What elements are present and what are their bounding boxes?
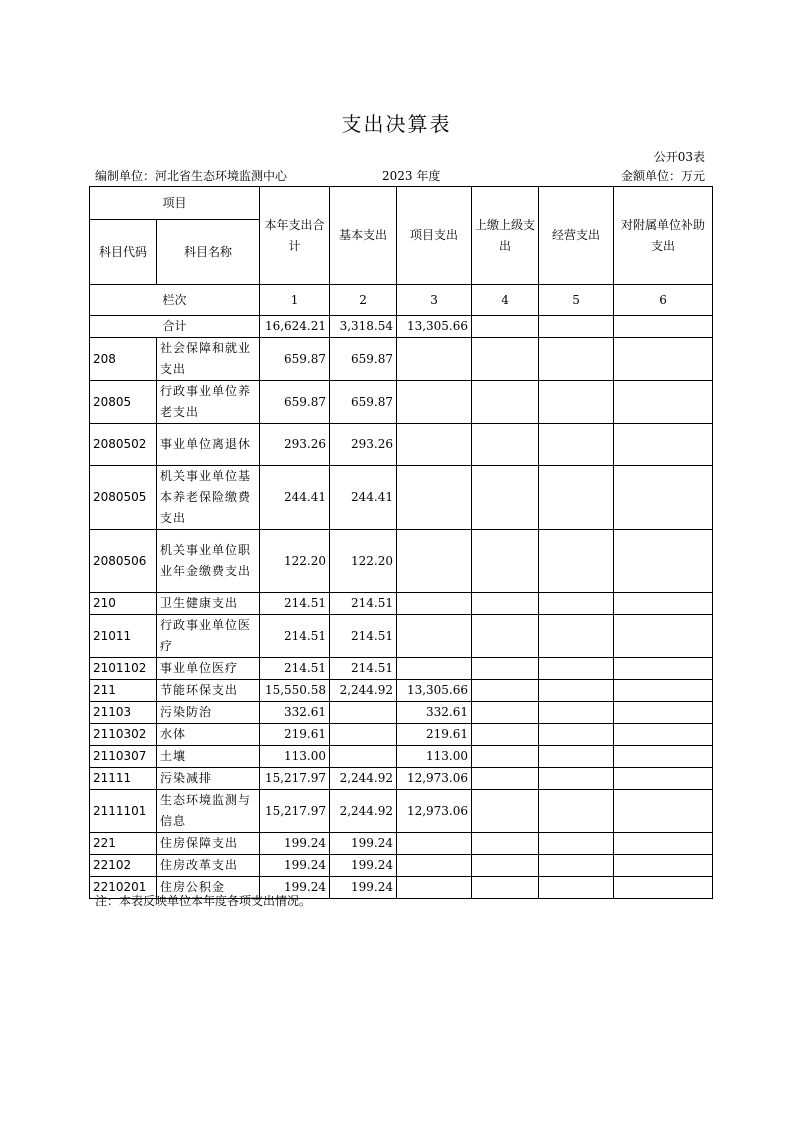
subject-name: 事业单位离退休 <box>157 424 260 466</box>
amount-project: 332.61 <box>397 702 472 724</box>
column-number: 4 <box>472 285 539 316</box>
amount-project: 12,973.06 <box>397 790 472 833</box>
amount-business <box>539 746 614 768</box>
table-row <box>90 855 713 877</box>
subject-code: 20805 <box>90 381 157 424</box>
header-name: 科目名称 <box>157 220 260 285</box>
amount-total: 199.24 <box>260 877 330 899</box>
amount-business <box>539 615 614 658</box>
column-number: 2 <box>330 285 397 316</box>
subject-code: 221 <box>90 833 157 855</box>
table-row <box>90 768 713 790</box>
amount-basic <box>330 724 397 746</box>
amount-project <box>397 855 472 877</box>
header-subsidy: 对附属单位补助支出 <box>614 187 713 285</box>
subject-name: 生态环境监测与信息 <box>157 790 260 833</box>
amount-business <box>539 702 614 724</box>
amount-subsidy <box>614 877 713 899</box>
amount-subsidy <box>614 593 713 615</box>
amount-total: 332.61 <box>260 702 330 724</box>
amount-total: 15,217.97 <box>260 768 330 790</box>
currency-unit: 金额单位：万元 <box>620 169 705 183</box>
amount-basic: 199.24 <box>330 833 397 855</box>
amount-basic: 659.87 <box>330 381 397 424</box>
subject-code: 22102 <box>90 855 157 877</box>
amount-project <box>397 381 472 424</box>
amount-project <box>397 466 472 530</box>
subject-name: 事业单位医疗 <box>157 658 260 680</box>
form-number: 公开03表 <box>653 150 705 164</box>
table-row <box>90 790 713 833</box>
amount-subsidy <box>614 381 713 424</box>
amount-business <box>539 724 614 746</box>
subject-code: 21103 <box>90 702 157 724</box>
amount-total: 219.61 <box>260 724 330 746</box>
amount-total: 122.20 <box>260 530 330 593</box>
table-row <box>90 424 713 466</box>
amount-project <box>397 530 472 593</box>
subject-name: 社会保障和就业支出 <box>157 338 260 381</box>
amount-subsidy <box>614 530 713 593</box>
amount-upper <box>472 877 539 899</box>
amount-total: 199.24 <box>260 833 330 855</box>
amount-basic: 2,244.92 <box>330 680 397 702</box>
header-item: 项目 <box>90 187 260 220</box>
empty-cell <box>539 316 614 338</box>
total-row <box>90 316 713 338</box>
table-row <box>90 702 713 724</box>
amount-upper <box>472 615 539 658</box>
column-number: 6 <box>614 285 713 316</box>
subject-name: 水体 <box>157 724 260 746</box>
subject-code: 21011 <box>90 615 157 658</box>
amount-subsidy <box>614 768 713 790</box>
amount-upper <box>472 680 539 702</box>
amount-business <box>539 877 614 899</box>
compiling-unit: 编制单位：河北省生态环境监测中心 <box>95 169 288 183</box>
amount-project <box>397 658 472 680</box>
subject-code: 2111101 <box>90 790 157 833</box>
subject-code: 210 <box>90 593 157 615</box>
amount-business <box>539 466 614 530</box>
amount-basic: 293.26 <box>330 424 397 466</box>
amount-basic: 244.41 <box>330 466 397 530</box>
amount-project <box>397 593 472 615</box>
table-row <box>90 615 713 658</box>
empty-cell <box>472 316 539 338</box>
amount-upper <box>472 790 539 833</box>
amount-total: 15,217.97 <box>260 790 330 833</box>
subject-name: 污染减排 <box>157 768 260 790</box>
column-number-label: 栏次 <box>90 285 260 316</box>
amount-business <box>539 530 614 593</box>
amount-upper <box>472 746 539 768</box>
table-row <box>90 746 713 768</box>
subject-code: 2210201 <box>90 877 157 899</box>
amount-upper <box>472 530 539 593</box>
table-row <box>90 530 713 593</box>
expenditure-table <box>89 186 713 899</box>
amount-upper <box>472 768 539 790</box>
amount-basic <box>330 746 397 768</box>
total-amount: 16,624.21 <box>260 316 330 338</box>
amount-project <box>397 833 472 855</box>
header-code: 科目代码 <box>90 220 157 285</box>
amount-subsidy <box>614 466 713 530</box>
amount-basic: 199.24 <box>330 855 397 877</box>
subject-code: 2080506 <box>90 530 157 593</box>
amount-upper <box>472 338 539 381</box>
amount-total: 214.51 <box>260 593 330 615</box>
table-row <box>90 593 713 615</box>
amount-subsidy <box>614 424 713 466</box>
amount-basic: 122.20 <box>330 530 397 593</box>
amount-subsidy <box>614 833 713 855</box>
subject-code: 2080502 <box>90 424 157 466</box>
amount-upper <box>472 424 539 466</box>
amount-total: 244.41 <box>260 466 330 530</box>
amount-upper <box>472 724 539 746</box>
table-row <box>90 680 713 702</box>
amount-project <box>397 338 472 381</box>
amount-upper <box>472 466 539 530</box>
table-row <box>90 381 713 424</box>
subject-name: 机关事业单位职业年金缴费支出 <box>157 530 260 593</box>
amount-upper <box>472 855 539 877</box>
subject-name: 污染防治 <box>157 702 260 724</box>
subject-name: 行政事业单位医疗 <box>157 615 260 658</box>
total-label: 合计 <box>90 316 260 338</box>
amount-total: 113.00 <box>260 746 330 768</box>
amount-business <box>539 593 614 615</box>
amount-total: 15,550.58 <box>260 680 330 702</box>
amount-basic: 659.87 <box>330 338 397 381</box>
subject-name: 机关事业单位基本养老保险缴费支出 <box>157 466 260 530</box>
column-number: 3 <box>397 285 472 316</box>
subject-code: 2101102 <box>90 658 157 680</box>
column-number: 5 <box>539 285 614 316</box>
amount-basic: 2,244.92 <box>330 768 397 790</box>
amount-upper <box>472 658 539 680</box>
amount-subsidy <box>614 724 713 746</box>
amount-subsidy <box>614 658 713 680</box>
amount-business <box>539 338 614 381</box>
amount-total: 659.87 <box>260 381 330 424</box>
subject-code: 208 <box>90 338 157 381</box>
amount-total: 659.87 <box>260 338 330 381</box>
amount-business <box>539 680 614 702</box>
amount-upper <box>472 381 539 424</box>
amount-business <box>539 790 614 833</box>
amount-basic <box>330 702 397 724</box>
total-project: 13,305.66 <box>397 316 472 338</box>
column-number: 1 <box>260 285 330 316</box>
amount-basic: 214.51 <box>330 658 397 680</box>
amount-subsidy <box>614 702 713 724</box>
amount-project: 12,973.06 <box>397 768 472 790</box>
amount-upper <box>472 702 539 724</box>
table-row <box>90 724 713 746</box>
amount-subsidy <box>614 746 713 768</box>
amount-business <box>539 658 614 680</box>
amount-subsidy <box>614 790 713 833</box>
amount-basic: 214.51 <box>330 615 397 658</box>
amount-business <box>539 833 614 855</box>
header-project: 项目支出 <box>397 187 472 285</box>
header-total: 本年支出合计 <box>260 187 330 285</box>
fiscal-year: 2023 年度 <box>382 169 441 183</box>
subject-code: 2080505 <box>90 466 157 530</box>
subject-name: 节能环保支出 <box>157 680 260 702</box>
amount-business <box>539 381 614 424</box>
amount-basic: 2,244.92 <box>330 790 397 833</box>
amount-project: 219.61 <box>397 724 472 746</box>
amount-upper <box>472 833 539 855</box>
header-business: 经营支出 <box>539 187 614 285</box>
amount-total: 214.51 <box>260 658 330 680</box>
subject-code: 2110302 <box>90 724 157 746</box>
amount-subsidy <box>614 338 713 381</box>
amount-project: 13,305.66 <box>397 680 472 702</box>
table-note: 注：本表反映单位本年度各项支出情况。 <box>95 894 312 908</box>
subject-code: 211 <box>90 680 157 702</box>
amount-total: 199.24 <box>260 855 330 877</box>
table-row <box>90 466 713 530</box>
amount-project <box>397 877 472 899</box>
subject-name: 土壤 <box>157 746 260 768</box>
subject-name: 卫生健康支出 <box>157 593 260 615</box>
table-row <box>90 833 713 855</box>
header-upper: 上缴上级支出 <box>472 187 539 285</box>
table-row <box>90 658 713 680</box>
subject-code: 21111 <box>90 768 157 790</box>
subject-code: 2110307 <box>90 746 157 768</box>
total-basic: 3,318.54 <box>330 316 397 338</box>
amount-basic: 214.51 <box>330 593 397 615</box>
amount-total: 214.51 <box>260 615 330 658</box>
subject-name: 住房保障支出 <box>157 833 260 855</box>
amount-project: 113.00 <box>397 746 472 768</box>
amount-business <box>539 855 614 877</box>
subject-name: 住房改革支出 <box>157 855 260 877</box>
amount-total: 293.26 <box>260 424 330 466</box>
amount-subsidy <box>614 855 713 877</box>
table-row <box>90 338 713 381</box>
subject-name: 行政事业单位养老支出 <box>157 381 260 424</box>
amount-subsidy <box>614 680 713 702</box>
amount-subsidy <box>614 615 713 658</box>
amount-business <box>539 424 614 466</box>
header-basic: 基本支出 <box>330 187 397 285</box>
amount-project <box>397 424 472 466</box>
amount-upper <box>472 593 539 615</box>
page-title: 支出决算表 <box>341 112 452 136</box>
amount-business <box>539 768 614 790</box>
subject-name: 住房公积金 <box>157 877 260 899</box>
amount-project <box>397 615 472 658</box>
empty-cell <box>614 316 713 338</box>
amount-basic: 199.24 <box>330 877 397 899</box>
